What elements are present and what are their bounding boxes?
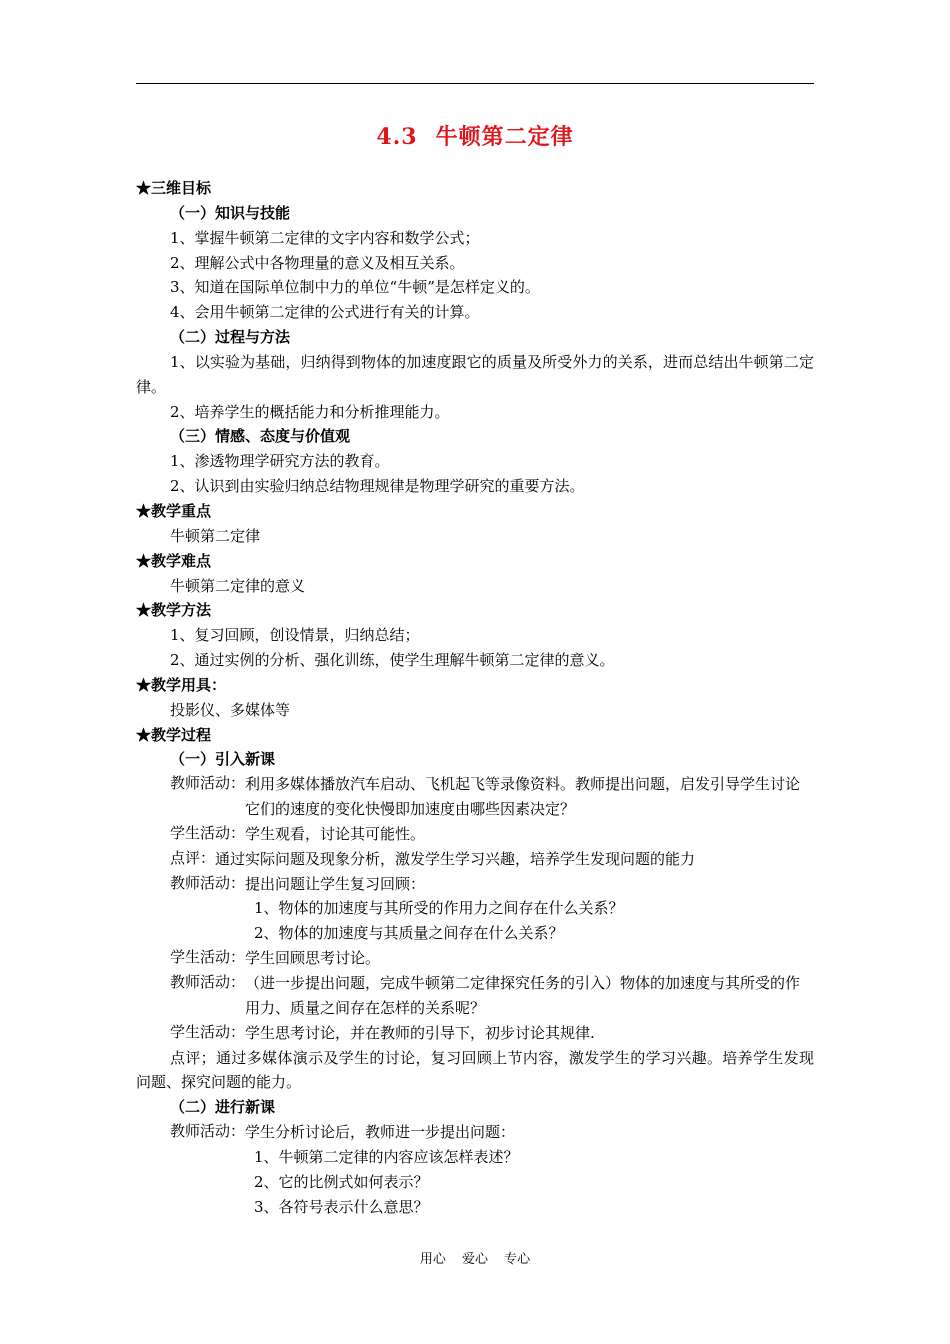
activity-label: 学生活动：	[170, 1022, 246, 1041]
list-item: 2、培养学生的概括能力和分析推理能力。	[170, 402, 450, 421]
page-footer: 用心 爱心 专心	[419, 1252, 531, 1267]
activity-entry	[136, 971, 814, 1021]
subsection-heading: （二）进行新课	[170, 1098, 276, 1117]
section-heading: ★教学用具：	[136, 675, 227, 694]
question-item: 3、各符号表示什么意思？	[254, 1197, 429, 1216]
activity-entry	[136, 946, 814, 971]
activity-text: 学生观看，讨论其可能性。	[245, 824, 426, 843]
question-item: 1、牛顿第二定律的内容应该怎样表述？	[254, 1147, 519, 1166]
activity-entry	[136, 822, 814, 847]
activity-text: （进一步提出问题，完成牛顿第二定律探究任务的引入）物体的加速度与其所受的作用力、质量之间存在怎样的关系呢？	[245, 974, 801, 1017]
activity-entry	[136, 772, 814, 822]
activity-text: 学生回顾思考讨论。	[245, 949, 381, 968]
activity-text: 学生分析讨论后，教师进一步提出问题：	[245, 1123, 516, 1142]
list-item: 1、渗透物理学研究方法的教育。	[170, 452, 390, 471]
title-text: 牛顿第二定律	[435, 124, 574, 150]
paragraph: 点评；通过多媒体演示及学生的讨论，复习回顾上节内容，激发学生的学习兴趣。培养学生发现问题、探究问题的能力。	[136, 1048, 814, 1092]
page-title	[0, 120, 950, 151]
paragraph: 牛顿第二定律	[170, 526, 261, 545]
list-item: 4、会用牛顿第二定律的公式进行有关的计算。	[170, 303, 480, 322]
activity-label: 教师活动：	[170, 873, 246, 892]
section-heading: ★教学过程	[136, 725, 212, 744]
list-item: 1、复习回顾，创设情景，归纳总结；	[170, 626, 420, 645]
subsection-heading: （一）知识与技能	[170, 203, 291, 222]
activity-text: 通过实际问题及现象分析，激发学生学习兴趣，培养学生发现问题的能力	[215, 849, 696, 868]
list-item: 2、通过实例的分析、强化训练，使学生理解牛顿第二定律的意义。	[170, 651, 615, 670]
section-heading: ★教学难点	[136, 551, 212, 570]
section-heading: ★教学方法	[136, 601, 212, 620]
section-heading: ★三维目标	[136, 179, 212, 197]
activity-text: 利用多媒体播放汽车启动、飞机起飞等录像资料。教师提出问题，启发引导学生讨论它们的速度的变化快慢即加速度由哪些因素决定？	[245, 775, 801, 819]
question-item: 1、物体的加速度与其所受的作用力之间存在什么关系？	[254, 899, 624, 918]
subsection-heading: （一）引入新课	[170, 750, 276, 769]
activity-label: 教师活动：	[170, 774, 246, 793]
activity-label: 教师活动：	[170, 1122, 246, 1141]
list-item: 1、掌握牛顿第二定律的文字内容和数学公式；	[170, 228, 480, 247]
activity-label: 点评：	[170, 848, 216, 867]
title-number: 4.3	[376, 124, 418, 150]
question-item: 2、物体的加速度与其质量之间存在什么关系？	[254, 924, 564, 943]
activity-label: 学生活动：	[170, 948, 246, 967]
activity-text: 学生思考讨论，并在教师的引导下，初步讨论其规律.	[245, 1023, 595, 1042]
activity-label: 学生活动：	[170, 823, 246, 842]
activity-entry	[136, 847, 814, 872]
subsection-heading: （二）过程与方法	[170, 328, 291, 347]
activity-entry	[136, 1021, 814, 1046]
activity-text: 提出问题让学生复习回顾：	[245, 874, 426, 893]
list-item: 3、知道在国际单位制中力的单位“牛顿”是怎样定义的。	[170, 278, 540, 297]
question-item: 2、它的比例式如何表示？	[254, 1172, 429, 1191]
list-item: 1、以实验为基础，归纳得到物体的加速度跟它的质量及所受外力的关系，进而总结出牛顿第二定律。	[136, 352, 814, 396]
activity-entry	[136, 872, 814, 897]
section-heading: ★教学重点	[136, 501, 212, 520]
paragraph: 牛顿第二定律的意义	[170, 576, 306, 595]
header-rule	[136, 83, 814, 84]
document-body	[136, 176, 814, 1219]
subsection-heading: （三）情感、态度与价值观	[170, 427, 351, 446]
activity-entry	[136, 1120, 814, 1145]
list-item: 2、理解公式中各物理量的意义及相互关系。	[170, 253, 465, 272]
paragraph: 投影仪、多媒体等	[170, 700, 291, 719]
list-item: 2、认识到由实验归纳总结物理规律是物理学研究的重要方法。	[170, 477, 585, 496]
activity-label: 教师活动：	[170, 973, 246, 991]
